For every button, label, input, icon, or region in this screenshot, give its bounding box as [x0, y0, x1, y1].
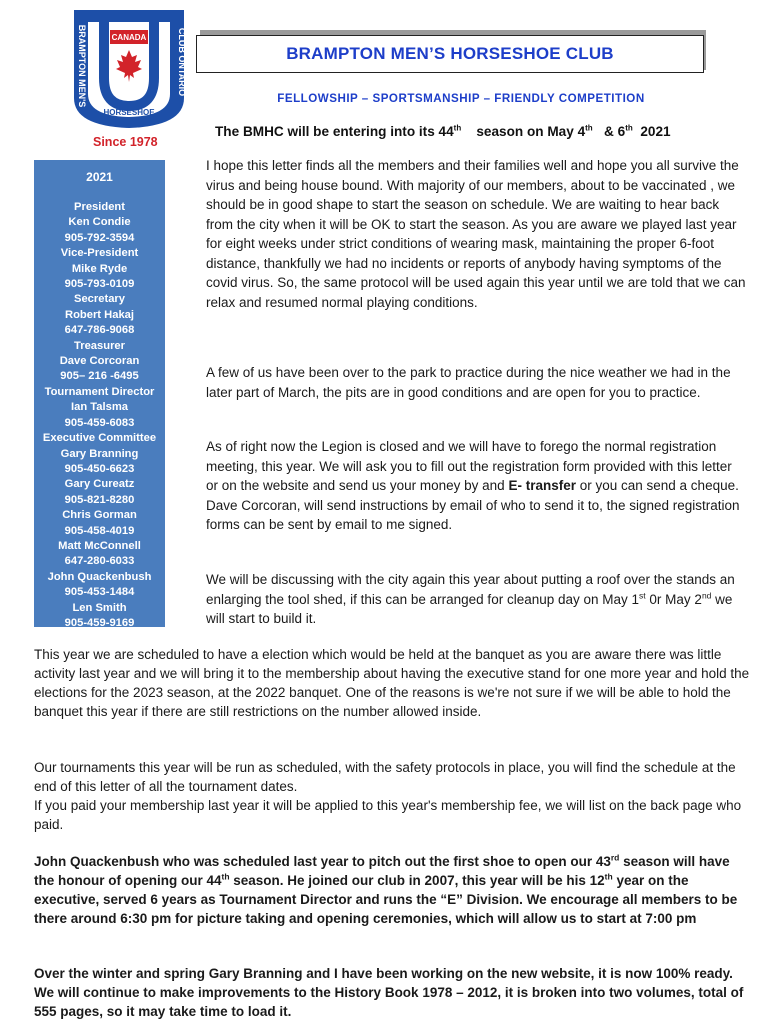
sidebar-year: 2021: [86, 170, 113, 184]
paragraph-roof: We will be discussing with the city again this year about putting a roof over the stands an enlarging the tool shed, if this can be arranged for cleanup day on May 1st 0r May 2nd we will start to build it.: [206, 572, 735, 626]
since-year: Since 1978: [93, 135, 158, 149]
paragraph-election: This year we are scheduled to have a election which would be held at the banquet as you are aware there was little activity last year and we will bring it to the membership about having the executive stand for one more year and hold the elections for the 2023 season, at the 2022 banquet. One of the reasons is we're not sure if we will be able to hold the banquet this year if there are still restrictions on the number allowed inside.: [34, 647, 750, 719]
sidebar-line: 905-459-6083: [64, 416, 135, 429]
paragraph-website: Over the winter and spring Gary Branning and I have been working on the new website, it is now 100% ready. We will continue to make improvements to the History Book 1978 – 2012, it is broken into two volumes, total of 555 pages, so it may take time to load it.: [34, 966, 744, 1019]
sidebar-line: 905-458-4019: [64, 524, 135, 537]
sidebar-line: Secretary: [73, 293, 125, 306]
executive-sidebar: [34, 160, 165, 627]
paragraph-practice: A few of us have been over to the park to practice during the nice weather we had in the later part of March, the pits are in good conditions and are open for you to practice.: [206, 365, 731, 400]
logo-ring-bottom: HORSESHOE: [103, 108, 155, 117]
sidebar-line: Gary Cureatz: [64, 478, 135, 491]
logo-ring-right: CLUB ONTARIO: [177, 27, 187, 97]
sidebar-line: President: [74, 201, 125, 213]
sidebar-line: Mike Ryde: [71, 262, 128, 275]
sidebar-line: Ken Condie: [68, 216, 131, 229]
sidebar-line: Ian Talsma: [71, 401, 128, 414]
sidebar-line: Vice-President: [60, 247, 139, 260]
sidebar-line: 905-450-6623: [64, 462, 135, 475]
sidebar-line: Robert Hakaj: [64, 308, 134, 321]
paragraph-vaccination: I hope this letter finds all the members and their families well and hope you all survive the virus and being house bound. With majority of our members, about to be vaccinated , we should be in good shape to start the season on schedule. We are waiting to hear back from the city when it will be OK to start the season. As you are aware we played last year for eight weeks under strict conditions of wearing mask, maintaining the proper 6-foot distance, thankfully we had no incidents or reports of anybody having symptoms of the covid virus. So, the same protocol will be used again this year until we are told that we can relax and resumed normal playing conditions.: [206, 158, 746, 310]
sidebar-line: 905-821-8280: [64, 493, 135, 506]
sidebar-line: Matt McConnell: [58, 539, 141, 552]
logo-ring-left: BRAMPTON MEN'S: [77, 24, 87, 108]
sidebar-line: 905– 216 -6495: [60, 370, 139, 383]
club-motto: FELLOWSHIP – SPORTSMANSHIP – FRIENDLY COMPETITION: [277, 92, 645, 105]
club-logo: [70, 6, 188, 130]
sidebar-line: 647-280-6033: [64, 555, 135, 568]
sidebar-line: 905-459-9169: [64, 616, 135, 629]
sidebar-line: Chris Gorman: [62, 509, 137, 522]
sidebar-line: 905-453-1484: [64, 586, 135, 599]
sidebar-line: Gary Branning: [60, 447, 139, 460]
sidebar-line: Len Smith: [72, 601, 127, 614]
season-heading: The BMHC will be entering into its 44th season on May 4th & 6th 2021: [215, 123, 671, 139]
sidebar-line: 647-786-9068: [64, 324, 135, 337]
sidebar-line: Executive Committee: [42, 432, 157, 445]
paragraph-registration: As of right now the Legion is closed and we will have to forego the normal registration meeting, this year. We will ask you to fill out the registration form provided with this letter or on the website and send us your money by and E- transfer or you can send a cheque. Dave Corcoran, will send instructions by email of who to send it to, the signed registration forms can be sent by email to me signed.: [206, 439, 740, 532]
sidebar-line: 905-793-0109: [64, 278, 135, 291]
paragraph-tournaments: Our tournaments this year will be run as scheduled, with the safety protocols in place, you will find the schedule at the end of this letter of all the tournament dates. If you paid your membership last year it will be applied to this year's membership fee, we will list on the back page who paid.: [34, 760, 742, 832]
sidebar-line: Treasurer: [74, 339, 125, 352]
sidebar-line: Dave Corcoran: [59, 355, 140, 368]
sidebar-line: John Quackenbush: [47, 570, 152, 583]
sidebar-line: 905-792-3594: [64, 231, 135, 244]
paragraph-opening-shoe: John Quackenbush who was scheduled last year to pitch out the first shoe to open our 43rd season will have the honour of opening our 44th season. He joined our club in 2007, this year will be his 12th year on the executive, served 6 years as Tournament Director and runs the “E” Division. We encourage all members to be there around 6:30 pm for picture taking and opening ceremonies, which will allow us to start at 7:00 pm: [34, 852, 738, 926]
club-title: BRAMPTON MEN’S HORSESHOE CLUB: [196, 35, 704, 73]
sidebar-contact-list: [34, 200, 165, 631]
sidebar-line: Tournament Director: [44, 385, 155, 398]
logo-flag-text: CANADA: [111, 33, 147, 42]
